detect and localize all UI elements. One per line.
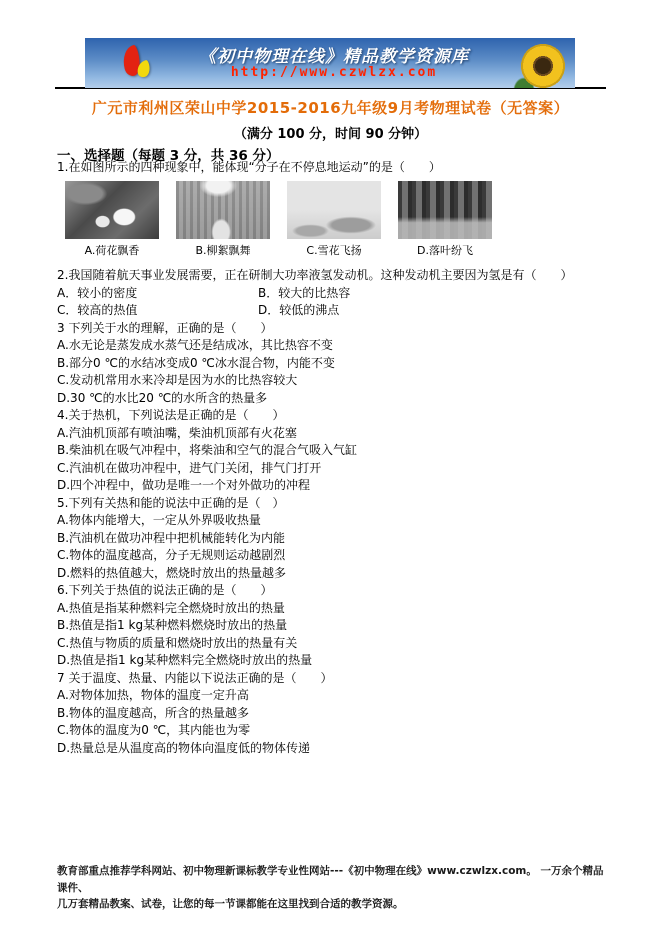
leaves-photo: [398, 181, 492, 239]
option-a: A．较小的密度: [57, 285, 138, 300]
figure-caption-c: C.雪花飞扬: [306, 243, 362, 257]
figure-caption-d: D.落叶纷飞: [417, 243, 473, 257]
question-4-text: 4.关于热机，下列说法是正确的是（ ）: [57, 408, 285, 422]
footer-line-1: 教育部重点推荐学科网站、初中物理新课标教学专业性网站---《初中物理在线》www.czwlzx.com。 一万余个精品课件、: [57, 865, 604, 894]
option-b: B.柴油机在吸气冲程中，将柴油和空气的混合气吸入气缸: [57, 443, 358, 457]
snow-photo: [287, 181, 381, 239]
sunflower-icon: [511, 38, 575, 88]
option-b: B.汽油机在做功冲程中把机械能转化为内能: [57, 530, 286, 545]
option-d: D.热量总是从温度高的物体向温度低的物体传递: [57, 740, 311, 755]
question-list: [57, 159, 609, 757]
option-d: D.热值是指1 kg某种燃料完全燃烧时放出的热量: [57, 653, 313, 667]
lotus-photo: [65, 181, 159, 239]
option-a: A.对物体加热，物体的温度一定升高: [57, 688, 249, 702]
option-d: D．较低的沸点: [258, 303, 340, 317]
question-2-options-row-2: [57, 302, 609, 320]
figure-caption-b: B.柳絮飘舞: [195, 243, 251, 257]
figure-snow: [287, 181, 381, 260]
section-heading: 一、选择题（每题 3 分，共 36 分）: [57, 148, 280, 164]
figure-caption-a: A.荷花飘香: [84, 243, 140, 257]
option-d: D.30 ℃的水比20 ℃的水所含的热量多: [57, 390, 268, 405]
question-5-text: 5.下列有关热和能的说法中正确的是（ ）: [57, 495, 285, 510]
option-a: A.汽油机顶部有喷油嘴，柴油机顶部有火花塞: [57, 425, 297, 440]
question-2-options-row-1: [57, 285, 609, 303]
option-b: B.物体的温度越高，所含的热量越多: [57, 705, 250, 720]
question-7-text: 7 关于温度、热量、内能以下说法正确的是（ ）: [57, 670, 333, 685]
willow-photo: [176, 181, 270, 239]
site-banner[interactable]: [85, 38, 575, 88]
question-3-text: 3 下列关于水的理解，正确的是（ ）: [57, 320, 273, 335]
question-6-text: 6.下列关于热值的说法正确的是（ ）: [57, 583, 273, 597]
option-d: D.燃料的热值越大，燃烧时放出的热量越多: [57, 565, 287, 580]
option-a: A.水无论是蒸发成水蒸气还是结成冰，其比热容不变: [57, 338, 333, 352]
banner-url-link[interactable]: http://www.czwlzx.com: [230, 65, 438, 81]
banner-title: 《初中物理在线》精品教学资源库: [199, 46, 469, 67]
option-c: C.发动机常用水来冷却是因为水的比热容较大: [57, 373, 298, 387]
figure-lotus: [65, 181, 159, 260]
question-1-figures: [65, 181, 609, 260]
option-c: C.物体的温度越高，分子无规则运动越剧烈: [57, 548, 286, 562]
option-a: A.物体内能增大，一定从外界吸收热量: [57, 513, 261, 527]
footer-note: [57, 863, 609, 913]
option-c: C.汽油机在做功冲程中，进气门关闭，排气门打开: [57, 460, 322, 475]
option-c: C.热值与物质的质量和燃烧时放出的热量有关: [57, 635, 298, 650]
banner-text: [157, 46, 511, 81]
question-2-text: 2.我国随着航天事业发展需要，正在研制大功率液氢发动机。这种发动机主要因为氢是有（ ）: [57, 268, 573, 282]
option-b: B.部分0 ℃的水结冰变成0 ℃冰水混合物，内能不变: [57, 355, 335, 370]
logo-icon: [121, 44, 157, 82]
figure-leaves: [398, 181, 492, 260]
question-1-text: 1.在如图所示的四种现象中，能体现“分子在不停息地运动”的是（ ）: [57, 160, 441, 174]
option-c: C.物体的温度为0 ℃，其内能也为零: [57, 723, 251, 737]
option-b: B.热值是指1 kg某种燃料燃烧时放出的热量: [57, 618, 288, 632]
footer-line-2: 几万套精品教案、试卷，让您的每一节课都能在这里找到合适的教学资源。: [57, 898, 404, 910]
sunflower-bloom: [511, 38, 575, 88]
page-title: 广元市利州区荣山中学2015-2016九年级9月考物理试卷（无答案）: [91, 99, 570, 117]
option-d: D.四个冲程中，做功是唯一一个对外做功的冲程: [57, 478, 311, 492]
exam-score-time-info: （满分 100 分，时间 90 分钟）: [233, 127, 428, 142]
option-b: B．较大的比热容: [258, 285, 351, 300]
option-c: C．较高的热值: [57, 303, 138, 317]
option-a: A.热值是指某种燃料完全燃烧时放出的热量: [57, 600, 285, 615]
figure-willow: [176, 181, 270, 260]
